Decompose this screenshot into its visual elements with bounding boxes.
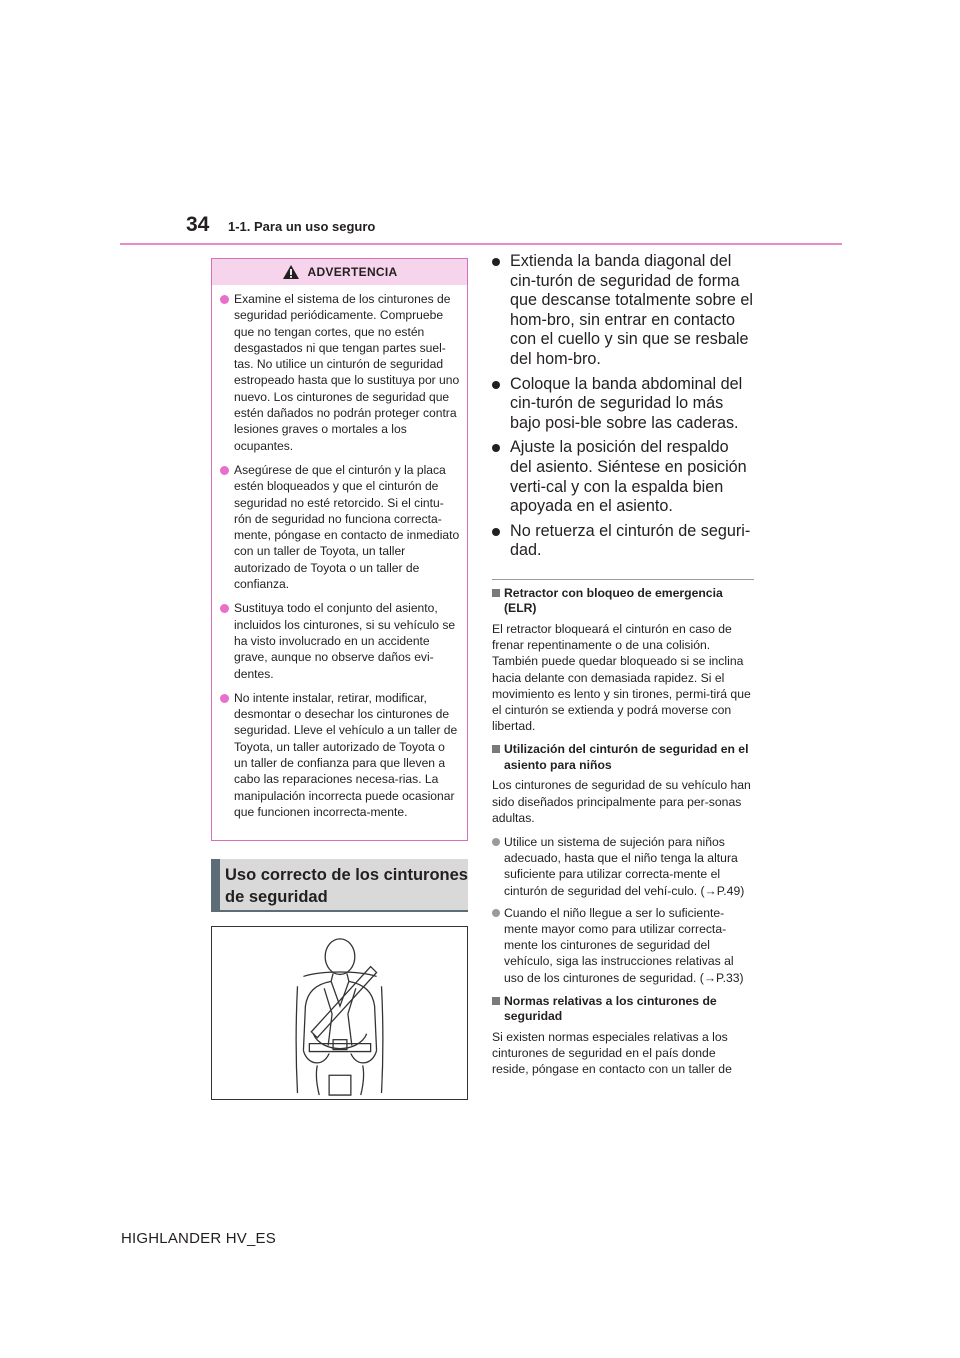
main-bullet-item: No retuerza el cinturón de seguri-dad.: [492, 522, 754, 561]
subheading: [211, 859, 468, 912]
footer-model: HIGHLANDER HV_ES: [121, 1230, 276, 1247]
note-elr-title: Retractor con bloqueo de emergencia (ELR): [492, 586, 754, 617]
subheading-line-1: Uso correcto de los cinturones: [225, 866, 468, 884]
note-elr-body: El retractor bloqueará el cinturón en caso de frenar repentinamente o de una colisión. También puede quedar bloqueado si se inclina hacia delante con demasiada rapidez. Si el movimiento es lento y sin tirones, permi-tirá que el cinturón se extienda y podrá moverse con libertad.: [492, 621, 751, 734]
note-children-item: Cuando el niño llegue a ser lo suficiente-mente mayor como para utilizar correcta-mente los cinturones de seguridad del vehículo, siga las instrucciones relativas al uso de los cinturones de seguridad. (→P.33): [492, 905, 754, 986]
note-regulations-body: Si existen normas especiales relativas a los cinturones de seguridad en el país donde reside, póngase en contacto con un taller de: [492, 1029, 732, 1077]
page-number: 34: [186, 213, 210, 236]
warning-item: Sustituya todo el conjunto del asiento, incluidos los cinturones, si su vehículo se ha visto involucrado en un accidente grave, aunque no observe daños evi-dentes.: [218, 600, 461, 681]
warning-title: ADVERTENCIA: [307, 265, 398, 279]
seatbelt-illustration: [211, 926, 468, 1100]
section-divider: [492, 579, 754, 580]
main-bullet-list: [492, 252, 754, 561]
header-rule: [120, 243, 842, 245]
warning-item: Examine el sistema de los cinturones de seguridad periódicamente. Compruebe que no tengan cortes, que no estén desgastados ni que tengan partes suel-tas. No utilice un cinturón de seguridad estropeado hasta que lo sustituya por uno nuevo. Los cinturones de seguridad que estén dañados no podrán proteger contra lesiones graves o mortales a los ocupantes.: [218, 291, 461, 454]
main-bullet-item: Coloque la banda abdominal del cin-turón de seguridad lo más bajo posi-ble sobre las caderas.: [492, 375, 754, 434]
section-title: 1-1. Para un uso seguro: [228, 219, 376, 234]
warning-item: No intente instalar, retirar, modificar, desmontar o desechar los cinturones de seguridad. Lleve el vehículo a un taller de Toyota, un taller autorizado de Toyota o un taller de confianza para que lleven a cabo las reparaciones necesa-rias. La manipulación incorrecta puede ocasionar que funcionen incorrecta-mente.: [218, 690, 461, 820]
right-column: [492, 252, 754, 1085]
main-bullet-item: Extienda la banda diagonal del cin-turón de seguridad de forma que descanse totalmente sobre el hom-bro, sin entrar en contacto con el cuello y sin que se resbale del hom-bro.: [492, 252, 754, 370]
warning-list: [212, 285, 467, 820]
note-children-item: Utilice un sistema de sujeción para niños adecuado, hasta que el niño tenga la altura suficiente para utilizar correcta-mente el cinturón de seguridad del vehí-culo. (→P.49): [492, 834, 754, 899]
warning-header: [212, 259, 467, 285]
main-bullet-item: Ajuste la posición del respaldo del asiento. Siéntese en posición verti-cal y con la espalda bien apoyada en el asiento.: [492, 438, 754, 516]
warning-triangle-icon: [282, 264, 300, 280]
subheading-line-2: de seguridad: [225, 888, 328, 906]
note-children-body: Los cinturones de seguridad de su vehículo han sido diseñados principalmente para per-sonas adultas.: [492, 778, 751, 825]
warning-box: [211, 258, 468, 841]
note-children-list: [492, 834, 754, 986]
note-regulations-title: Normas relativas a los cinturones de seguridad: [492, 994, 754, 1025]
warning-item: Asegúrese de que el cinturón y la placa estén bloqueados y que el cinturón de seguridad no esté retorcido. Si el cintu-rón de seguridad no funciona correcta-mente, póngase en contacto de inmediato con un taller de Toyota, un taller autorizado de Toyota o un taller de confianza.: [218, 462, 461, 592]
note-children-title: Utilización del cinturón de seguridad en el asiento para niños: [492, 742, 754, 773]
